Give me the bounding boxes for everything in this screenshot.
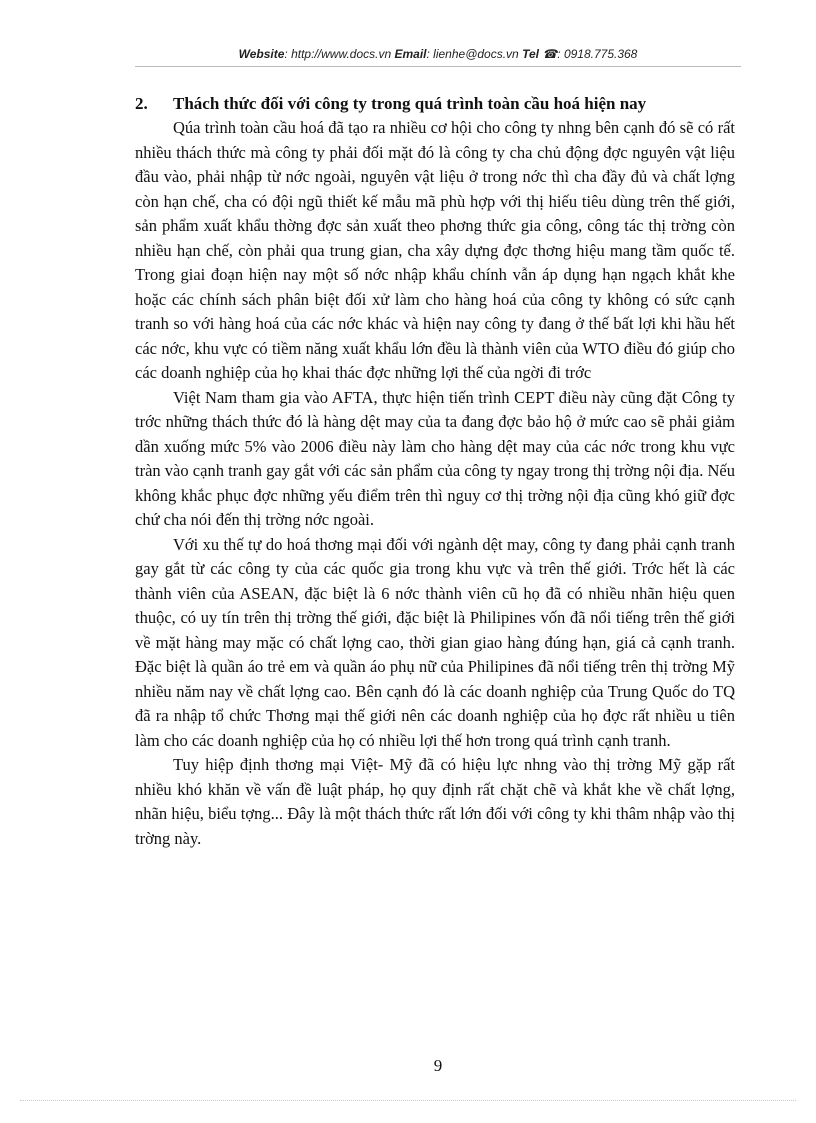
- email-value: : lienhe@docs.vn: [426, 47, 519, 61]
- paragraph-2: Việt Nam tham gia vào AFTA, thực hiện tiến trình CEPT điều này cũng đặt Công ty trớc những thách thức đó là hàng dệt may của ta đang đợc bảo hộ ở mức cao sẽ phải giảm dần xuống mức 5% vào 2006 điều này làm cho hàng dệt may của các nớc trong khu vực tràn vào cạnh tranh gay gắt với các sản phẩm của công ty ngay trong thị trờng nội địa. Nếu không khắc phục đợc những yếu điểm trên thì nguy cơ thị trờng nội địa cũng khó giữ đợc chứ cha nói đến thị trờng nớc ngoài.: [135, 387, 735, 529]
- tel-label: Tel: [522, 47, 539, 61]
- phone-icon: ☎: [542, 47, 558, 61]
- section-number: 2.: [135, 94, 148, 113]
- page-number: 9: [433, 1056, 443, 1075]
- paragraph-1: Qúa trình toàn cầu hoá đã tạo ra nhiều cơ hội cho công ty nhng bên cạnh đó sẽ có rất nhiều thách thức mà công ty phải đối mặt đó là công ty cha chủ động đợc nguyên vật liệu đầu vào, phải nhập từ nớc ngoài, nguyên vật liệu ở trong nớc thì cha đầy đủ và chất lợng còn hạn chế, cha có đội ngũ thiết kế mẫu mã phù hợp với thị hiếu tiêu dùng trên thế giới, sản phẩm xuất khẩu thờng đợc sản xuất theo phơng thức gia công, công tác thị trờng còn nhiều hạn chế, còn phải qua trung gian, cha xây dựng đợc thơng hiệu mang tầm quốc tế. Trong giai đoạn hiện nay một số nớc nhập khẩu chính vẫn áp dụng hạn ngạch khắt khe hoặc các chính sách phân biệt đối xử làm cho hàng hoá của công ty không có sức cạnh tranh so với hàng hoá của các nớc khác và hiện nay công ty đang ở thế bất lợi khi hầu hết các nớc, khu vực có tiềm năng xuất khẩu lớn đều là thành viên của WTO điều đó giúp cho các doanh nghiệp của họ khai thác đợc những lợi thế của ngời đi trớc: [135, 118, 735, 382]
- website-label: Website: [238, 47, 285, 61]
- section-heading: [135, 92, 735, 116]
- document-body: [135, 92, 735, 851]
- email-label: Email: [394, 47, 427, 61]
- website-value: : http://www.docs.vn: [284, 47, 392, 61]
- header-divider: [135, 66, 741, 67]
- page-header: [135, 47, 741, 61]
- paragraph-4: Tuy hiệp định thơng mại Việt- Mỹ đã có hiệu lực nhng vào thị trờng Mỹ gặp rất nhiều khó khăn về vấn đề luật pháp, họ quy định rất chặt chẽ và khắt khe về chất lợng, nhãn hiệu, biểu tợng... Đây là một thách thức rất lớn đối với công ty khi thâm nhập vào thị trờng này.: [135, 755, 735, 848]
- tel-value: : 0918.775.368: [557, 47, 638, 61]
- section-title: Thách thức đối với công ty trong quá trình toàn cầu hoá hiện nay: [173, 94, 647, 113]
- footer-divider: [20, 1100, 796, 1101]
- paragraph-3: Với xu thế tự do hoá thơng mại đối với ngành dệt may, công ty đang phải cạnh tranh gay gắt từ các công ty của các quốc gia trong khu vực và trên thế giới. Trớc hết là các thành viên của ASEAN, đặc biệt là 6 nớc thành viên cũ họ đã có nhiều nhãn hiệu quen thuộc, có uy tín trên thị trờng thế giới, đặc biệt là Philipines vốn đã nổi tiếng trên thế giới về mặt hàng may mặc có chất lợng cao, thời gian giao hàng đúng hạn, giá cả cạnh tranh. Đặc biệt là quần áo trẻ em và quần áo phụ nữ của Philipines đã nổi tiếng trên thị trờng Mỹ nhiều năm nay về chất lợng cao. Bên cạnh đó là các doanh nghiệp của Trung Quốc do TQ đã ra nhập tổ chức Thơng mại thế giới nên các doanh nghiệp của họ đợc rất nhiều u tiên làm cho các doanh nghiệp của họ có nhiều lợi thế hơn trong quá trình cạnh tranh.: [135, 534, 735, 750]
